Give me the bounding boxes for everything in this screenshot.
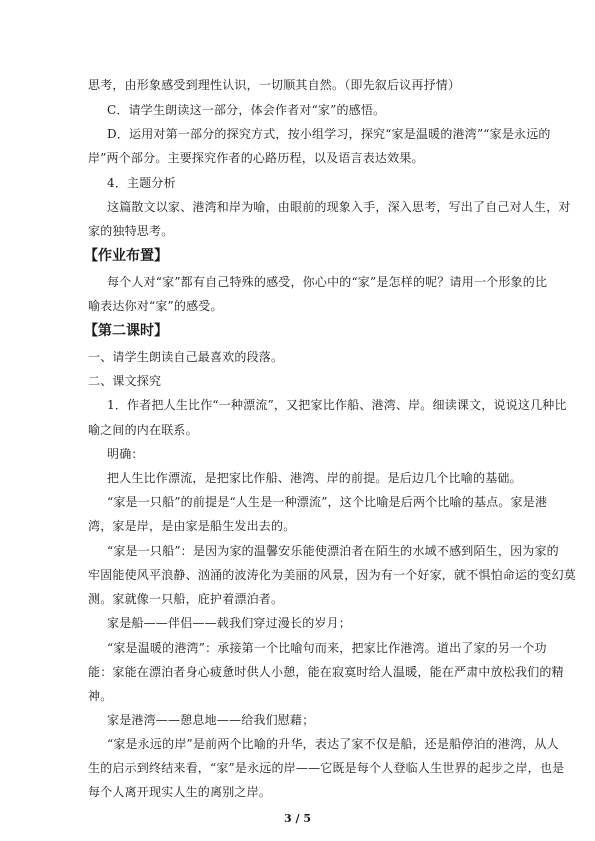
paragraph-line: 明确：	[107, 447, 144, 461]
paragraph-line: C．请学生朗读这一部分，体会作者对“家”的感悟。	[107, 103, 386, 117]
page-number: 3 / 5	[284, 812, 311, 825]
paragraph-line: 家的独特思考。	[88, 224, 174, 238]
paragraph-line: 每个人对“家”都有自己特殊的感受，你心中的“家”是怎样的呢？请用一个形象的比	[107, 275, 548, 289]
paragraph-line: 喻表达你对“家”的感受。	[88, 299, 223, 313]
paragraph-line: 1．作者把人生比作“一种漂流”，又把家比作船、港湾、岸。细读课文，说说这几种比	[107, 398, 567, 412]
paragraph-line: 二、课文探究	[88, 374, 162, 388]
section-heading-second-lesson: 【第二课时】	[84, 323, 168, 339]
paragraph-line: 湾，家是岸，是由家是船生发出去的。	[88, 519, 296, 533]
paragraph-line: 神。	[88, 689, 113, 703]
paragraph-line: “家是一只船”：是因为家的温馨安乐能使漂泊者在陌生的水域不感到陌生，因为家的	[107, 544, 559, 558]
paragraph-line: 4．主题分析	[107, 176, 176, 190]
paragraph-line: 家是港湾——憩息地——给我们慰藉；	[107, 713, 315, 727]
paragraph-line: 一、请学生朗读自己最喜欢的段落。	[88, 350, 284, 364]
paragraph-line: “家是永远的岸”是前两个比喻的升华，表达了家不仅是船，还是船停泊的港湾，从人	[107, 737, 559, 751]
paragraph-line: 喻之间的内在联系。	[88, 423, 198, 437]
paragraph-line: 能：家能在漂泊者身心疲惫时供人小憩，能在寂寞时给人温暖，能在严肃中放松我们的精	[88, 665, 564, 679]
paragraph-line: 测。家就像一只船，庇护着漂泊者。	[88, 592, 284, 606]
paragraph-line: 岸”两个部分。主要探究作者的心路历程，以及语言表达效果。	[88, 151, 424, 165]
section-heading-homework: 【作业布置】	[84, 248, 168, 264]
paragraph-line: 思考，由形象感受到理性认识，一切顺其自然。（即先叙后议再抒情）	[88, 78, 461, 92]
paragraph-line: 每个人离开现实人生的离别之岸。	[88, 785, 272, 799]
paragraph-line: “家是温暖的港湾”：承接第一个比喻句而来，把家比作港湾。道出了家的另一个功	[107, 641, 547, 655]
paragraph-line: 把人生比作漂流，是把家比作船、港湾、岸的前提。是后边几个比喻的基础。	[107, 471, 522, 485]
paragraph-line: 家是船——伴侣——载我们穿过漫长的岁月；	[107, 616, 352, 630]
paragraph-line: 这篇散文以家、港湾和岸为喻，由眼前的现象入手，深入思考，写出了自己对人生，对	[107, 200, 571, 214]
paragraph-line: “家是一只船”的前提是“人生是一种漂流”，这个比喻是后两个比喻的基点。家是港	[107, 495, 548, 509]
paragraph-line: D．运用对第一部分的探究方式，按小组学习，探究“家是温暖的港湾”“家是永远的	[107, 127, 551, 141]
paragraph-line: 生的启示到终结来看，“家”是永远的岸——它既是每个人登临人生世界的起步之岸，也是	[88, 761, 565, 775]
paragraph-line: 牢固能使风平浪静、汹涌的波涛化为美丽的风景，因为有一个好家，就不惧怕命运的变幻莫	[88, 568, 577, 582]
